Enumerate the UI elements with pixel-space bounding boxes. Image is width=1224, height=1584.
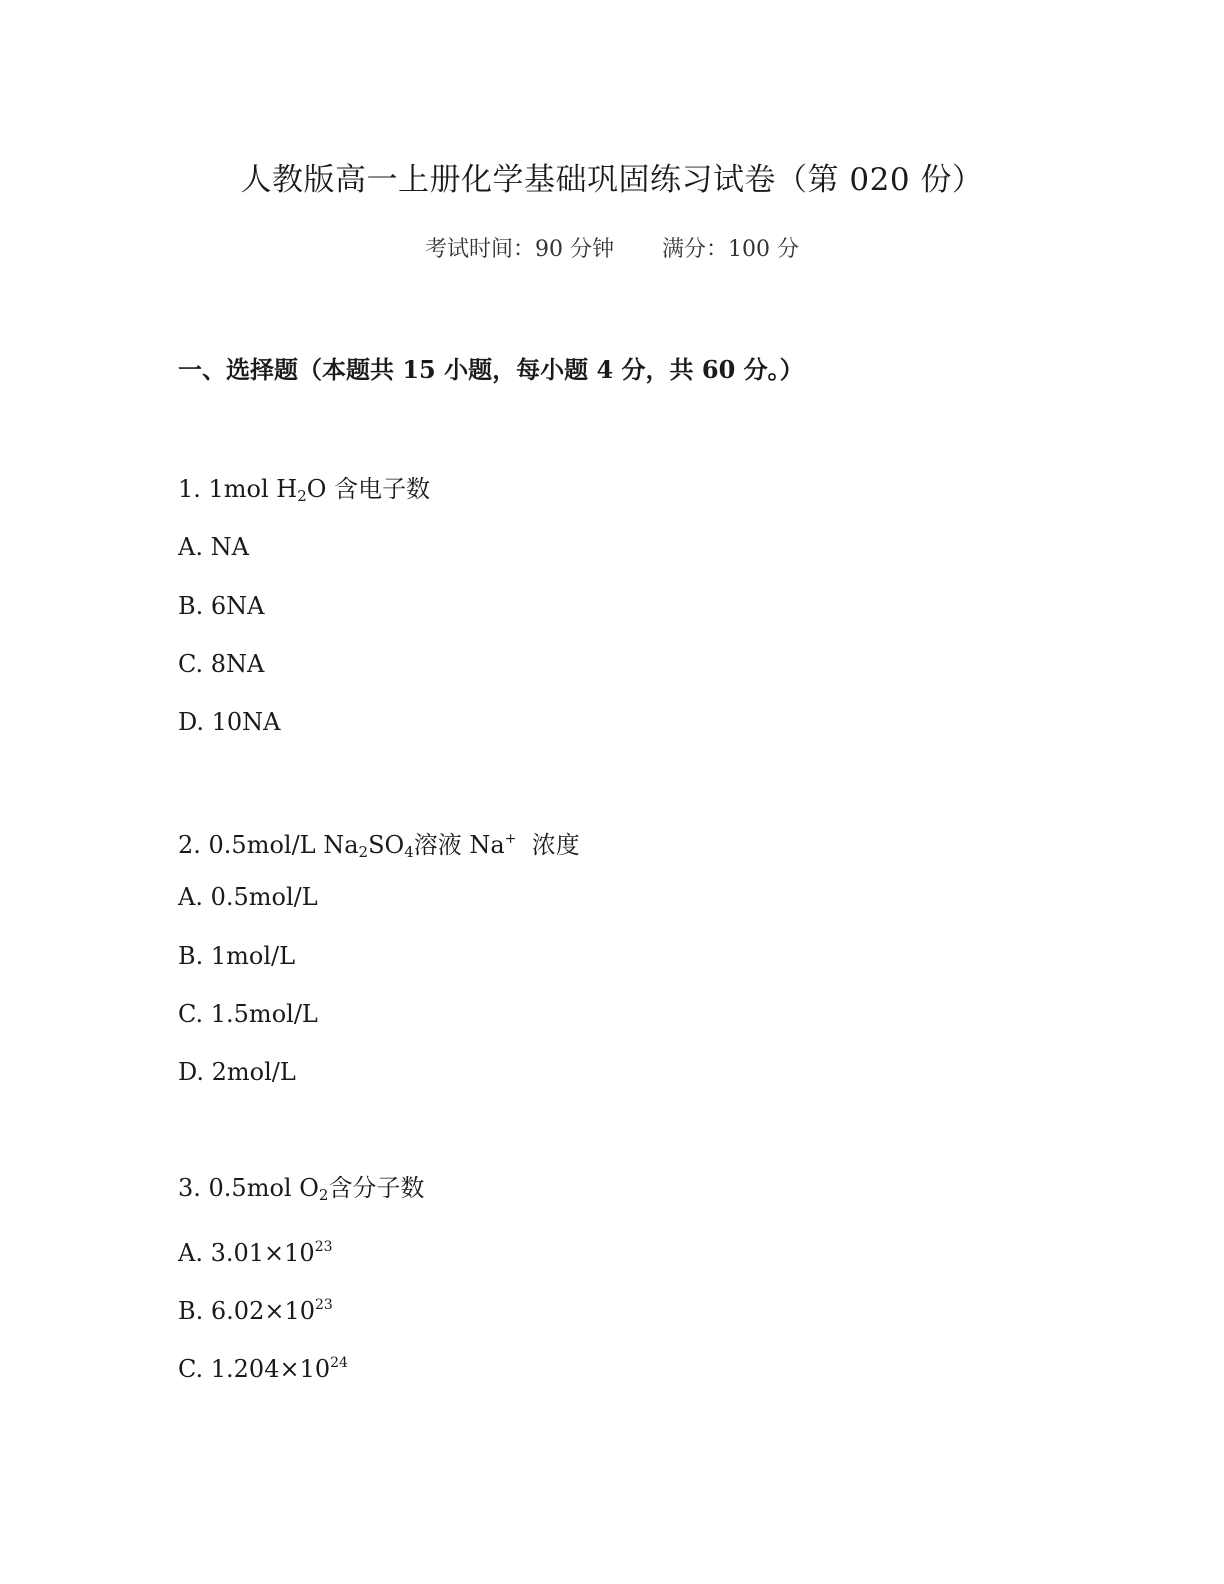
superscript: 23 bbox=[314, 1297, 333, 1313]
section-heading-choice: 一、选择题（本题共 15 小题，每小题 4 分，共 60 分。） bbox=[178, 355, 804, 384]
question-3-stem: 3. 0.5mol $O_2$含分子数 bbox=[178, 1174, 425, 1204]
question-2-option-a: A. 0.5mol/L bbox=[178, 883, 318, 911]
question-1-option-b: B. 6NA bbox=[178, 592, 265, 620]
question-2-option-c: C. 1.5mol/L bbox=[178, 1000, 318, 1028]
question-3-option-c: C. $1.204\times 10^{24}$ bbox=[178, 1355, 348, 1383]
page-title: 人教版高一上册化学基础巩固练习试卷（第 020 份） bbox=[240, 162, 984, 198]
subscript: 2 bbox=[358, 843, 369, 861]
subscript: 2 bbox=[297, 487, 307, 505]
question-1-stem: 1. 1mol $H_2O$ 含电子数 bbox=[178, 475, 431, 505]
question-3-option-b: B. $6.02\times 10^{23}$ bbox=[178, 1297, 333, 1325]
question-3-option-a: A. $3.01\times 10^{23}$ bbox=[178, 1239, 333, 1267]
question-2-option-b: B. 1mol/L bbox=[178, 942, 296, 970]
question-2-option-d: D. 2mol/L bbox=[178, 1058, 296, 1086]
subscript: 4 bbox=[404, 843, 414, 861]
exam-full-score: 满分：100 分 bbox=[662, 237, 799, 262]
question-1-option-d: D. 10NA bbox=[178, 708, 281, 736]
question-1-option-a: A. NA bbox=[178, 533, 249, 561]
question-2-stem: 2. 0.5mol/L $Na_2SO_4$溶液 Na+ 浓度 bbox=[178, 831, 580, 861]
superscript: 23 bbox=[314, 1239, 333, 1255]
superscript: 24 bbox=[330, 1355, 348, 1371]
question-1-option-c: C. 8NA bbox=[178, 650, 265, 678]
subscript: 2 bbox=[318, 1186, 329, 1204]
superscript: + bbox=[504, 831, 517, 847]
exam-meta bbox=[0, 233, 1224, 267]
exam-time: 考试时间：90 分钟 bbox=[425, 237, 614, 262]
